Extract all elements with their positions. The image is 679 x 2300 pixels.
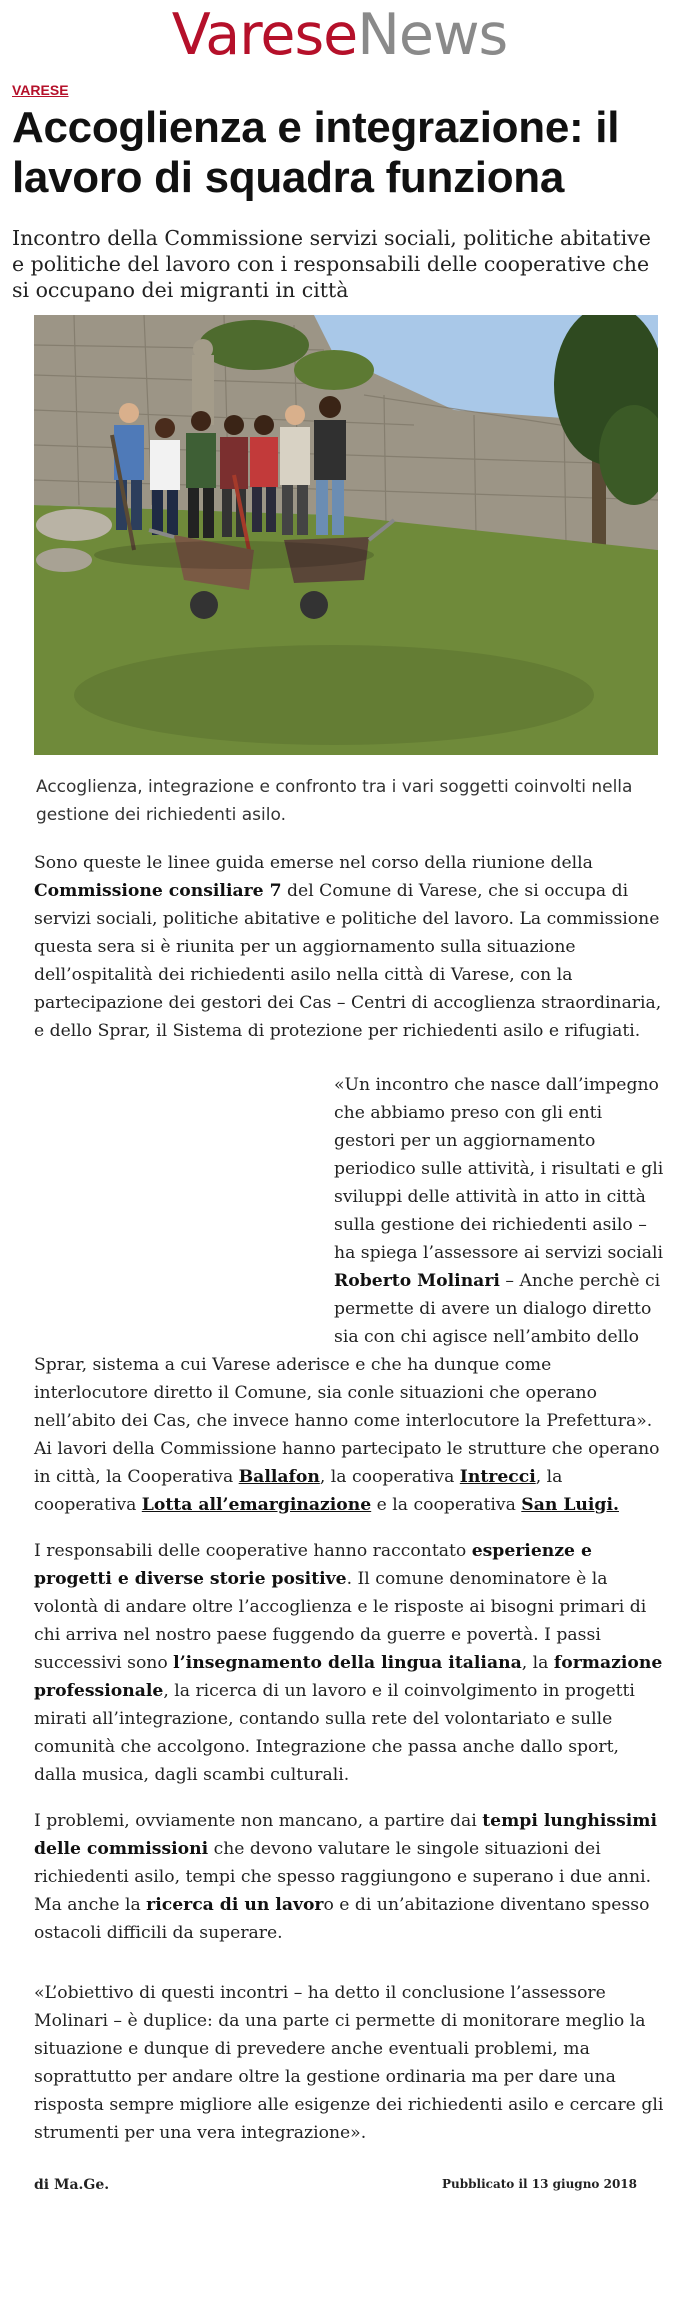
article-footer [12, 2177, 667, 2207]
p4-bold-1: tempi lunghissimi delle commissioni [34, 1811, 657, 1859]
link-intrecci[interactable]: Intrecci [459, 1467, 536, 1487]
p3-bold-2: l’insegnamento della lingua italiana [173, 1653, 522, 1673]
p2-text-3: , la cooperativa [319, 1467, 460, 1487]
link-ballafon[interactable]: Ballafon [238, 1467, 320, 1487]
p2-bold-molinari: Roberto Molinari [334, 1271, 500, 1291]
link-san-luigi[interactable]: San Luigi. [521, 1495, 619, 1515]
site-logo[interactable] [12, 0, 667, 68]
p2-text-5: e la cooperativa [371, 1495, 522, 1515]
paragraph-3 [34, 1537, 666, 1789]
p3-bold-1: esperienze e progetti e diverse storie positive [34, 1541, 592, 1589]
article-subtitle: Incontro della Commissione servizi sociali, politiche abitative e politiche del lavoro con i responsabili delle cooperative che si occupano dei migranti in città [12, 226, 651, 302]
paragraph-5: «L’obiettivo di questi incontri – ha detto il conclusione l’assessore Molinari – è duplice: da una parte ci permette di monitorare meglio la situazione e dunque di prevedere anche eventuali problemi, ma soprattutto per andare oltre la gestione ordinaria ma per dare una risposta sempre migliore alle esigenze dei richiedenti asilo e cercare gli strumenti per una vera integrazione». [34, 1983, 664, 2143]
quote-spacer [12, 1071, 334, 1351]
section-link[interactable]: VARESE [12, 82, 69, 98]
p1-text-1: Sono queste le linee guida emerse nel corso della riunione della [34, 853, 593, 873]
p1-text-2: del Comune di Varese, che si occupa di servizi sociali, politiche abitative e politiche del lavoro. La commissione questa sera si è riunita per un aggiornamento sulla situazione dell’ospitalità dei richiedenti asilo nella città di Varese, con la partecipazione dei gestori dei Cas – Centri di accoglienza straordinaria, e dello Sprar, il Sistema di protezione per richiedenti asilo e rifugiati. [34, 881, 662, 1041]
publish-date: Pubblicato il 13 giugno 2018 [442, 2177, 637, 2191]
link-lotta-emarginazione[interactable]: Lotta all’emarginazione [141, 1495, 372, 1515]
p2-text-2: – Anche perchè ci permette di avere un dialogo diretto sia con chi agisce nell’ambito dello Sprar, sistema a cui Varese aderisce e che ha dunque come interlocutore diretto il Comune, sia conle situazioni che operano nell’abito dei Cas, che invece hanno come interlocutore la Prefettura». Ai lavori della Commissione hanno partecipato le strutture che operano in città, la Cooperativa [34, 1271, 661, 1487]
p4-text-2: che devono valutare le singole situazioni dei richiedenti asilo, tempi che spesso raggiungono e superano i due anni. Ma anche la [34, 1839, 652, 1915]
p2-text-4: , la cooperativa [34, 1467, 563, 1515]
logo-news: News [357, 2, 508, 68]
paragraph-1 [34, 849, 666, 1045]
photo-illustration [34, 315, 658, 755]
p4-bold-2: ricerca di un lavor [146, 1895, 324, 1915]
quote-block [12, 1071, 667, 1519]
photo-caption: Accoglienza, integrazione e confronto tra i vari soggetti coinvolti nella gestione dei richiedenti asilo. [36, 777, 633, 825]
article-photo [34, 315, 658, 755]
p1-bold-commission: Commissione consiliare 7 [34, 881, 282, 901]
paragraph-4 [34, 1807, 666, 1947]
p3-text-1: I responsabili delle cooperative hanno raccontato [34, 1541, 472, 1561]
p3-text-3: , la [521, 1653, 554, 1673]
p3-bold-3: formazione professionale [34, 1653, 663, 1701]
p3-text-4: , la ricerca di un lavoro e il coinvolgimento in progetti mirati all’integrazione, contando sulla rete del volontariato e sulle comunità che accolgono. Integrazione che passa anche dallo sport, dalla musica, dagli scambi culturali. [34, 1681, 635, 1785]
p3-text-2: . Il comune denominatore è la volontà di andare oltre l’accoglienza e le risposte ai bisogni primari di chi arriva nel nostro paese fuggendo da guerre e povertà. I passi successivi sono [34, 1569, 647, 1673]
logo-varese: Varese [171, 2, 358, 68]
article-title: Accoglienza e integrazione: il lavoro di squadra funziona [12, 103, 620, 202]
p4-text-1: I problemi, ovviamente non mancano, a partire dai [34, 1811, 483, 1831]
author-byline: di Ma.Ge. [34, 2177, 110, 2193]
p4-text-3: o e di un’abitazione diventano spesso ostacoli difficili da superare. [34, 1895, 650, 1943]
p2-text-1: «Un incontro che nasce dall’impegno che abbiamo preso con gli enti gestori per un aggiornamento periodico sulle attività, i risultati e gli sviluppi delle attività in atto in città sulla gestione dei richiedenti asilo – ha spiega l’assessore ai servizi sociali [334, 1075, 664, 1263]
